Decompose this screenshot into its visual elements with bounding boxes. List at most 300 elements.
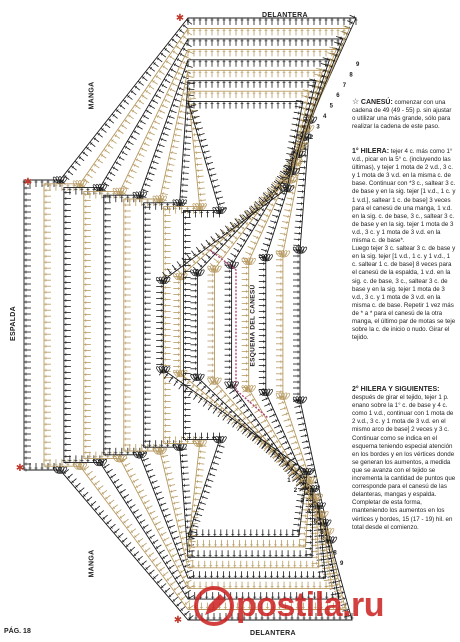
stitch-bar xyxy=(303,422,304,425)
stitch-mark xyxy=(184,509,191,510)
stitch-bar xyxy=(328,551,329,554)
stitch-mark xyxy=(293,524,300,525)
stitch-bar xyxy=(306,95,307,98)
stitch-mark xyxy=(142,458,149,461)
stitch-bar xyxy=(288,215,289,218)
stitch-mark xyxy=(130,136,136,140)
stitch-mark xyxy=(267,409,273,412)
stitch-mark xyxy=(169,548,175,551)
stitch-bar xyxy=(302,113,303,116)
stitch-mark xyxy=(185,56,191,59)
stitch-mark xyxy=(297,418,304,419)
stitch-mark xyxy=(174,78,180,81)
stitch-mark xyxy=(301,435,308,436)
stitch-mark xyxy=(194,519,201,521)
stitch-mark xyxy=(124,146,130,150)
stitch-mark xyxy=(189,541,196,542)
stitch-mark xyxy=(171,554,177,557)
stitch-mark xyxy=(176,93,183,95)
stitch-mark xyxy=(186,65,193,67)
stitch-bar xyxy=(289,209,290,212)
stitch-mark xyxy=(154,121,160,124)
stitch-mark xyxy=(280,233,287,234)
stitch-bar xyxy=(286,227,287,230)
stitch-mark xyxy=(274,425,280,428)
stitch-mark xyxy=(178,117,185,119)
stitch-bar xyxy=(213,180,214,183)
stitch-mark xyxy=(279,436,285,439)
stitch-bar xyxy=(165,180,166,183)
stitch-mark xyxy=(185,515,192,516)
stitch-mark xyxy=(195,487,202,488)
instructions-canesu xyxy=(352,98,456,131)
stitch-mark xyxy=(162,509,169,512)
stitch-mark xyxy=(211,180,218,182)
stitch-mark xyxy=(197,176,204,177)
stitch-mark xyxy=(324,580,331,581)
stitch-bar xyxy=(297,117,298,120)
stitch-bar xyxy=(188,75,189,78)
stitch-mark xyxy=(166,170,173,172)
stitch-mark xyxy=(182,479,189,480)
stitch-mark xyxy=(216,451,223,453)
canesu-body: comenzar con una cadena de 49 (49 - 55) p. sin ajustar o utilizar una más grande, sólo para realizar la cadena de este paso. xyxy=(352,99,452,131)
stitch-bar xyxy=(301,119,302,122)
stitch-mark xyxy=(115,162,121,166)
stitch-mark xyxy=(164,467,171,469)
stitch-bar xyxy=(175,508,176,511)
stitch-mark xyxy=(253,236,259,239)
stitch-mark xyxy=(287,430,294,432)
stitch-mark xyxy=(195,158,202,159)
instructions-hilera-1 xyxy=(352,148,456,342)
label-delantera-bottom: DELANTERA xyxy=(250,630,296,637)
stitch-bar xyxy=(183,98,184,101)
stitch-mark xyxy=(140,120,146,124)
stitch-mark xyxy=(250,241,256,244)
stitch-mark xyxy=(193,499,200,500)
stitch-bar xyxy=(291,153,292,156)
stitch-mark xyxy=(207,479,214,481)
stitch-mark xyxy=(155,522,161,525)
stitch-mark xyxy=(181,559,188,562)
stitch-mark xyxy=(194,152,201,153)
stitch-mark xyxy=(205,157,212,159)
stitch-mark xyxy=(173,64,179,68)
stitch-mark xyxy=(173,140,180,142)
stitch-mark xyxy=(210,174,217,176)
stitch-mark xyxy=(206,162,213,164)
stitch-mark xyxy=(280,408,287,410)
stitch-mark xyxy=(277,245,284,246)
stitch-mark xyxy=(146,137,152,140)
stitch-bar xyxy=(330,563,331,566)
stitch-mark xyxy=(167,94,173,97)
stitch-mark xyxy=(155,492,162,495)
row-number-top: 8 xyxy=(349,72,353,79)
row-number-top: 1 xyxy=(303,145,307,152)
page-number: PÁG. 18 xyxy=(4,628,31,635)
row-number-top: 4 xyxy=(323,114,327,120)
stitch-bar xyxy=(178,519,179,522)
stitch-mark xyxy=(151,126,157,129)
stitch-bar xyxy=(291,197,292,200)
stitch-mark xyxy=(267,232,274,234)
stitch-mark xyxy=(298,185,305,186)
stitch-mark xyxy=(316,548,323,549)
stitch-mark xyxy=(287,198,294,199)
stitch-mark xyxy=(144,184,151,186)
label-manga-top: MANGA xyxy=(88,81,96,110)
stitch-mark xyxy=(197,469,204,470)
stitch-bar xyxy=(284,233,285,236)
stitch-mark xyxy=(258,415,264,419)
stitch-mark xyxy=(294,406,301,407)
stitch-mark xyxy=(161,455,168,457)
stitch-mark xyxy=(152,516,158,519)
stitch-bar xyxy=(184,542,185,545)
stitch-mark xyxy=(186,43,192,47)
stitch-mark xyxy=(284,210,291,211)
stitch-mark xyxy=(295,227,302,228)
row-number-bottom: 7 xyxy=(326,540,331,547)
stitch-mark xyxy=(167,479,174,481)
stitch-bar xyxy=(166,467,167,470)
stitch-mark xyxy=(143,143,149,146)
stitch-mark xyxy=(294,112,301,113)
stitch-mark xyxy=(282,221,289,222)
stitch-bar xyxy=(170,157,171,160)
stitch-mark xyxy=(146,506,152,509)
hilera1-body2: Luego tejer 3 c. saltear 3 c. de base y en la sig. tejer [1 v.d., 1 c. y 1 v.d., 1 c. saltear 1 c. de base] 8 veces para el canesú de la espalda, 1 v.d. en la sig. c. de base, 3 c., saltear 3 c. de base y en la sig. tejer 1 mota de 3 v.d., 3 c. y 1 mota de 3 v.d. en la misma c. de base. Repetir 1 vez más de * a * para el canesú de la otra manga, el último par de motas se teje sobre la c. de inicio o nudo. Girar el tejido. xyxy=(352,245,456,342)
stitch-mark xyxy=(161,84,167,88)
stitch-bar xyxy=(182,104,183,107)
stitch-mark xyxy=(167,74,173,78)
stitch-mark xyxy=(177,548,184,551)
stitch-mark xyxy=(284,419,291,421)
stitch-mark xyxy=(316,554,323,555)
stitch-mark xyxy=(289,186,296,187)
stitch-mark xyxy=(279,239,286,240)
stitch-bar xyxy=(173,145,174,148)
stitch-mark xyxy=(258,225,264,228)
stitch-mark xyxy=(299,167,306,168)
stitch-bar xyxy=(163,192,164,195)
stitch-mark xyxy=(255,230,261,233)
stitch-mark xyxy=(278,198,285,200)
stitch-mark xyxy=(302,441,309,442)
stitch-mark xyxy=(160,139,167,141)
row-number-bottom: 1 xyxy=(287,477,291,484)
stitch-bar xyxy=(314,91,315,94)
stitch-mark xyxy=(164,181,171,183)
stitch-mark xyxy=(298,179,305,180)
stitch-mark xyxy=(160,503,167,506)
stitch-mark xyxy=(141,495,147,498)
stitch-mark xyxy=(130,474,136,477)
stitch-mark xyxy=(151,481,158,484)
stitch-mark xyxy=(152,161,159,163)
row-number-bottom: 3 xyxy=(300,498,304,505)
canesu-title: CANESÚ: xyxy=(360,99,393,106)
stitch-bar xyxy=(319,74,320,77)
stitch-bar xyxy=(287,221,288,224)
stitch-bar xyxy=(312,85,313,88)
stitch-mark xyxy=(174,99,181,101)
stitch-mark xyxy=(317,560,324,561)
row-number-top: 6 xyxy=(336,93,340,100)
row-number-bottom: 2 xyxy=(293,488,298,495)
stitch-mark xyxy=(170,490,177,492)
stitch-mark xyxy=(169,89,175,92)
stitch-mark xyxy=(183,497,190,498)
stitch-bar xyxy=(203,145,204,148)
stitch-bar xyxy=(283,239,284,242)
stitch-mark xyxy=(270,221,277,223)
stitch-mark xyxy=(173,537,180,540)
stitch-mark xyxy=(306,459,313,460)
stitch-bar xyxy=(181,531,182,534)
stitch-mark xyxy=(297,495,304,496)
stitch-bar xyxy=(299,405,300,408)
stitch-mark xyxy=(263,214,269,217)
stitch-bar xyxy=(163,455,164,458)
row-number-bottom: 4 xyxy=(307,509,311,515)
vertex-star-icon: ✱ xyxy=(175,13,185,24)
stitch-mark xyxy=(288,192,295,193)
stitch-bar xyxy=(300,411,301,414)
stitch-bar xyxy=(308,446,309,449)
stitch-mark xyxy=(277,431,283,434)
pencil-logo-icon xyxy=(194,586,234,626)
stitch-mark xyxy=(196,170,203,171)
stitch-bar xyxy=(178,122,179,125)
stitch-mark xyxy=(323,574,330,575)
stitch-bar xyxy=(168,169,169,172)
stitch-mark xyxy=(112,167,118,171)
stitch-bar xyxy=(303,107,304,110)
vertex-star-icon: ✱ xyxy=(173,615,183,626)
stitch-mark xyxy=(201,496,208,498)
stitch-bar xyxy=(294,135,295,138)
stitch-mark xyxy=(297,197,304,198)
row-number-top: 2 xyxy=(309,134,314,141)
stitch-mark xyxy=(158,90,164,94)
hilera1-title: 1° HILERA: xyxy=(352,148,390,155)
stitch-mark xyxy=(200,139,207,141)
stitch-mark xyxy=(127,141,133,145)
stitch-mark xyxy=(176,59,182,63)
stitch-mark xyxy=(172,105,179,107)
stitch-bar xyxy=(331,569,332,572)
stitch-mark xyxy=(148,173,155,175)
stitch-mark xyxy=(135,484,141,487)
stitch-mark xyxy=(175,542,182,545)
stitch-mark xyxy=(269,414,275,417)
stitch-bar xyxy=(305,101,306,104)
stitch-mark xyxy=(272,215,279,217)
stitch-mark xyxy=(298,423,305,424)
stitch-mark xyxy=(215,191,222,193)
stitch-mark xyxy=(175,129,182,131)
stitch-mark xyxy=(161,105,167,108)
stitch-mark xyxy=(153,486,160,489)
stitch-bar xyxy=(298,130,299,133)
stitch-bar xyxy=(181,110,182,113)
stitch-bar xyxy=(171,490,172,493)
stitch-mark xyxy=(261,249,268,251)
stitch-mark xyxy=(283,216,290,217)
stitch-mark xyxy=(203,491,210,493)
stitch-mark xyxy=(157,527,163,530)
stitch-bar xyxy=(164,186,165,189)
stitch-bar xyxy=(201,139,202,142)
stitch-bar xyxy=(168,478,169,481)
stitch-bar xyxy=(185,92,186,95)
stitch-mark xyxy=(299,429,306,430)
stitch-mark xyxy=(195,164,202,165)
stitch-bar xyxy=(307,440,308,443)
stitch-mark xyxy=(143,115,149,119)
stitch-mark xyxy=(321,562,328,563)
stitch-mark xyxy=(210,468,217,470)
stitch-bar xyxy=(299,124,300,127)
stitch-mark xyxy=(180,531,187,533)
stitch-mark xyxy=(182,99,189,101)
stitch-mark xyxy=(214,457,221,459)
stitch-mark xyxy=(163,461,170,463)
stitch-bar xyxy=(179,116,180,119)
stitch-mark xyxy=(124,463,130,466)
stitch-mark xyxy=(208,474,215,476)
label-delantera-top: DELANTERA xyxy=(262,12,308,19)
stitch-mark xyxy=(166,520,173,523)
stitch-mark xyxy=(197,463,204,464)
stitch-bar xyxy=(177,513,178,516)
stitch-mark xyxy=(137,126,143,130)
stitch-mark xyxy=(144,464,151,467)
stitch-mark xyxy=(297,191,304,192)
stitch-mark xyxy=(245,252,251,255)
stitch-mark xyxy=(203,151,210,153)
stitch-mark xyxy=(174,559,180,562)
stitch-bar xyxy=(306,108,307,111)
row-outline xyxy=(84,49,336,588)
stitch-mark xyxy=(183,485,190,486)
stitch-bar xyxy=(164,461,165,464)
stitch-bar xyxy=(216,191,217,194)
stitch-mark xyxy=(197,182,204,183)
stitch-mark xyxy=(146,178,153,180)
watermark: postila.ru xyxy=(236,586,385,624)
stitch-bar xyxy=(186,87,187,90)
stitch-mark xyxy=(263,244,270,246)
stitch-mark xyxy=(183,491,190,492)
stitch-mark xyxy=(197,508,204,510)
row-number-bottom: 8 xyxy=(333,550,337,557)
stitch-mark xyxy=(297,459,304,461)
row-outline xyxy=(64,39,343,599)
stitch-mark xyxy=(205,485,212,487)
stitch-mark xyxy=(260,219,266,222)
stitch-bar xyxy=(295,129,296,132)
stitch-mark xyxy=(303,447,310,448)
stitch-mark xyxy=(172,83,178,86)
stitch-mark xyxy=(188,551,195,552)
stitch-mark xyxy=(296,215,303,216)
stitch-bar xyxy=(315,86,316,89)
stitch-mark xyxy=(154,156,161,158)
stitch-bar xyxy=(286,182,287,185)
stitch-mark xyxy=(147,469,154,472)
row-number-top: 9 xyxy=(356,62,360,68)
stitch-mark xyxy=(194,493,201,494)
stitch-mark xyxy=(165,176,172,178)
stitch-mark xyxy=(295,453,302,455)
stitch-mark xyxy=(168,116,175,118)
stitch-mark xyxy=(299,173,306,174)
stitch-bar xyxy=(183,537,184,540)
stitch-mark xyxy=(294,239,301,240)
stitch-mark xyxy=(262,398,268,401)
stitch-mark xyxy=(212,462,219,464)
stitch-mark xyxy=(164,514,171,517)
stitch-mark xyxy=(135,159,141,162)
stitch-mark xyxy=(208,168,215,170)
stitch-bar xyxy=(170,484,171,487)
stitch-mark xyxy=(216,197,223,199)
stitch-mark xyxy=(171,146,178,148)
stitch-mark xyxy=(172,502,179,504)
stitch-bar xyxy=(310,458,311,461)
stitch-bar xyxy=(290,203,291,206)
stitch-bar xyxy=(334,571,335,574)
stitch-mark xyxy=(182,473,189,474)
stitch-bar xyxy=(167,175,168,178)
stitch-mark xyxy=(322,568,329,569)
stitch-mark xyxy=(199,451,206,452)
stitch-mark xyxy=(265,238,272,240)
stitch-mark xyxy=(186,570,193,573)
vertex-star-icon: ✱ xyxy=(15,463,25,474)
stitch-mark xyxy=(252,404,258,408)
stitch-mark xyxy=(246,394,252,398)
stitch-mark xyxy=(264,425,270,429)
stitch-mark xyxy=(149,511,155,514)
stitch-mark xyxy=(218,203,225,205)
stitch-mark xyxy=(278,402,285,404)
stitch-mark xyxy=(218,445,225,447)
stitch-bar xyxy=(309,96,310,99)
stitch-bar xyxy=(297,136,298,139)
stitch-mark xyxy=(343,26,349,29)
stitch-mark xyxy=(156,150,163,152)
stitch-mark xyxy=(199,200,206,201)
stitch-mark xyxy=(295,221,302,222)
stitch-mark xyxy=(276,204,283,206)
stitch-mark xyxy=(178,525,185,527)
stitch-bar xyxy=(317,80,318,83)
stitch-bar xyxy=(314,79,315,82)
label-esquema-canesu: ESQUEMA DEL CANESÚ xyxy=(249,284,257,367)
stitch-mark xyxy=(163,538,169,541)
stitch-bar xyxy=(296,123,297,126)
stitch-mark xyxy=(128,175,134,178)
stitch-mark xyxy=(286,425,293,427)
stitch-bar xyxy=(185,548,186,551)
stitch-bar xyxy=(302,417,303,420)
row-number-top: 3 xyxy=(316,124,320,131)
